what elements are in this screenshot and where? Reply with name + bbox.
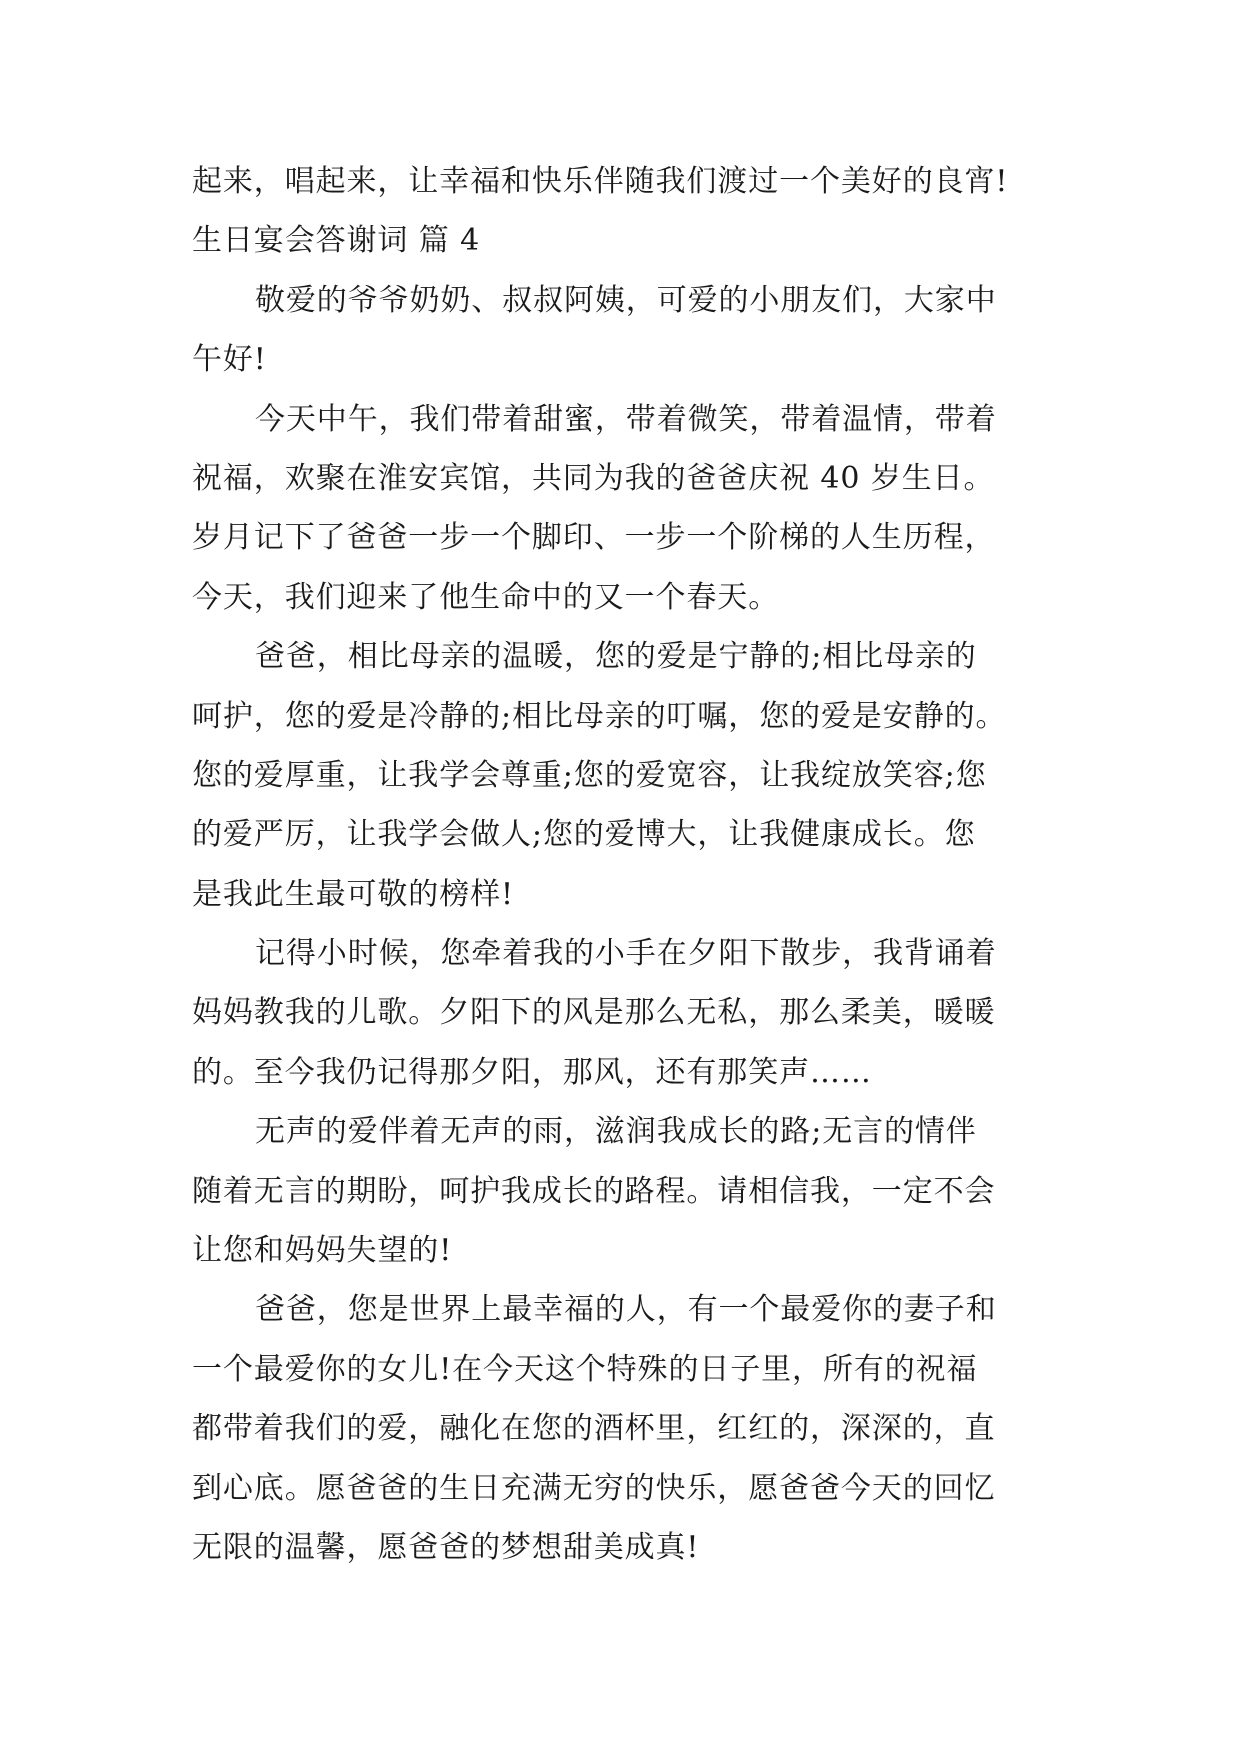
text-line: 妈妈教我的儿歌。夕阳下的风是那么无私，那么柔美，暖暖 <box>192 995 996 1031</box>
text-line: 的。至今我仍记得那夕阳，那风，还有那笑声…… <box>192 1054 872 1090</box>
text-line: 无声的爱伴着无声的雨，滋润我成长的路;无言的情伴 <box>255 1114 977 1150</box>
text-line: 爸爸，您是世界上最幸福的人，有一个最爱你的妻子和 <box>255 1292 997 1328</box>
text-line: 让您和妈妈失望的! <box>192 1233 453 1269</box>
text-line: 爸爸，相比母亲的温暖，您的爱是宁静的;相比母亲的 <box>255 639 977 675</box>
text-line: 是我此生最可敬的榜样! <box>192 876 514 912</box>
text-line: 祝福，欢聚在淮安宾馆，共同为我的爸爸庆祝 40 岁生日。 <box>192 460 995 496</box>
text-line: 午好! <box>192 342 267 378</box>
text-line: 敬爱的爷爷奶奶、叔叔阿姨，可爱的小朋友们，大家中 <box>255 282 997 318</box>
text-line: 今天中午，我们带着甜蜜，带着微笑，带着温情，带着 <box>255 401 997 437</box>
text-line: 您的爱厚重，让我学会尊重;您的爱宽容，让我绽放笑容;您 <box>192 757 987 793</box>
text-line: 今天，我们迎来了他生命中的又一个春天。 <box>192 579 780 615</box>
text-line: 呵护，您的爱是冷静的;相比母亲的叮嘱，您的爱是安静的。 <box>192 698 1007 734</box>
section-heading: 生日宴会答谢词 篇 4 <box>192 223 481 259</box>
text-line: 起来，唱起来，让幸福和快乐伴随我们渡过一个美好的良宵! <box>192 164 1009 199</box>
document-body <box>192 152 1072 1577</box>
text-line: 到心底。愿爸爸的生日充满无穷的快乐，愿爸爸今天的回忆 <box>192 1470 996 1506</box>
text-line: 岁月记下了爸爸一步一个脚印、一步一个阶梯的人生历程， <box>192 520 996 556</box>
text-line: 无限的温馨，愿爸爸的梦想甜美成真! <box>192 1529 700 1565</box>
text-line: 的爱严厉，让我学会做人;您的爱博大，让我健康成长。您 <box>192 817 976 853</box>
text-line: 记得小时候，您牵着我的小手在夕阳下散步，我背诵着 <box>255 936 997 972</box>
text-line: 都带着我们的爱，融化在您的酒杯里，红红的，深深的，直 <box>192 1411 996 1447</box>
text-line: 一个最爱你的女儿!在今天这个特殊的日子里，所有的祝福 <box>192 1351 978 1387</box>
text-line: 随着无言的期盼，呵护我成长的路程。请相信我，一定不会 <box>192 1173 996 1209</box>
